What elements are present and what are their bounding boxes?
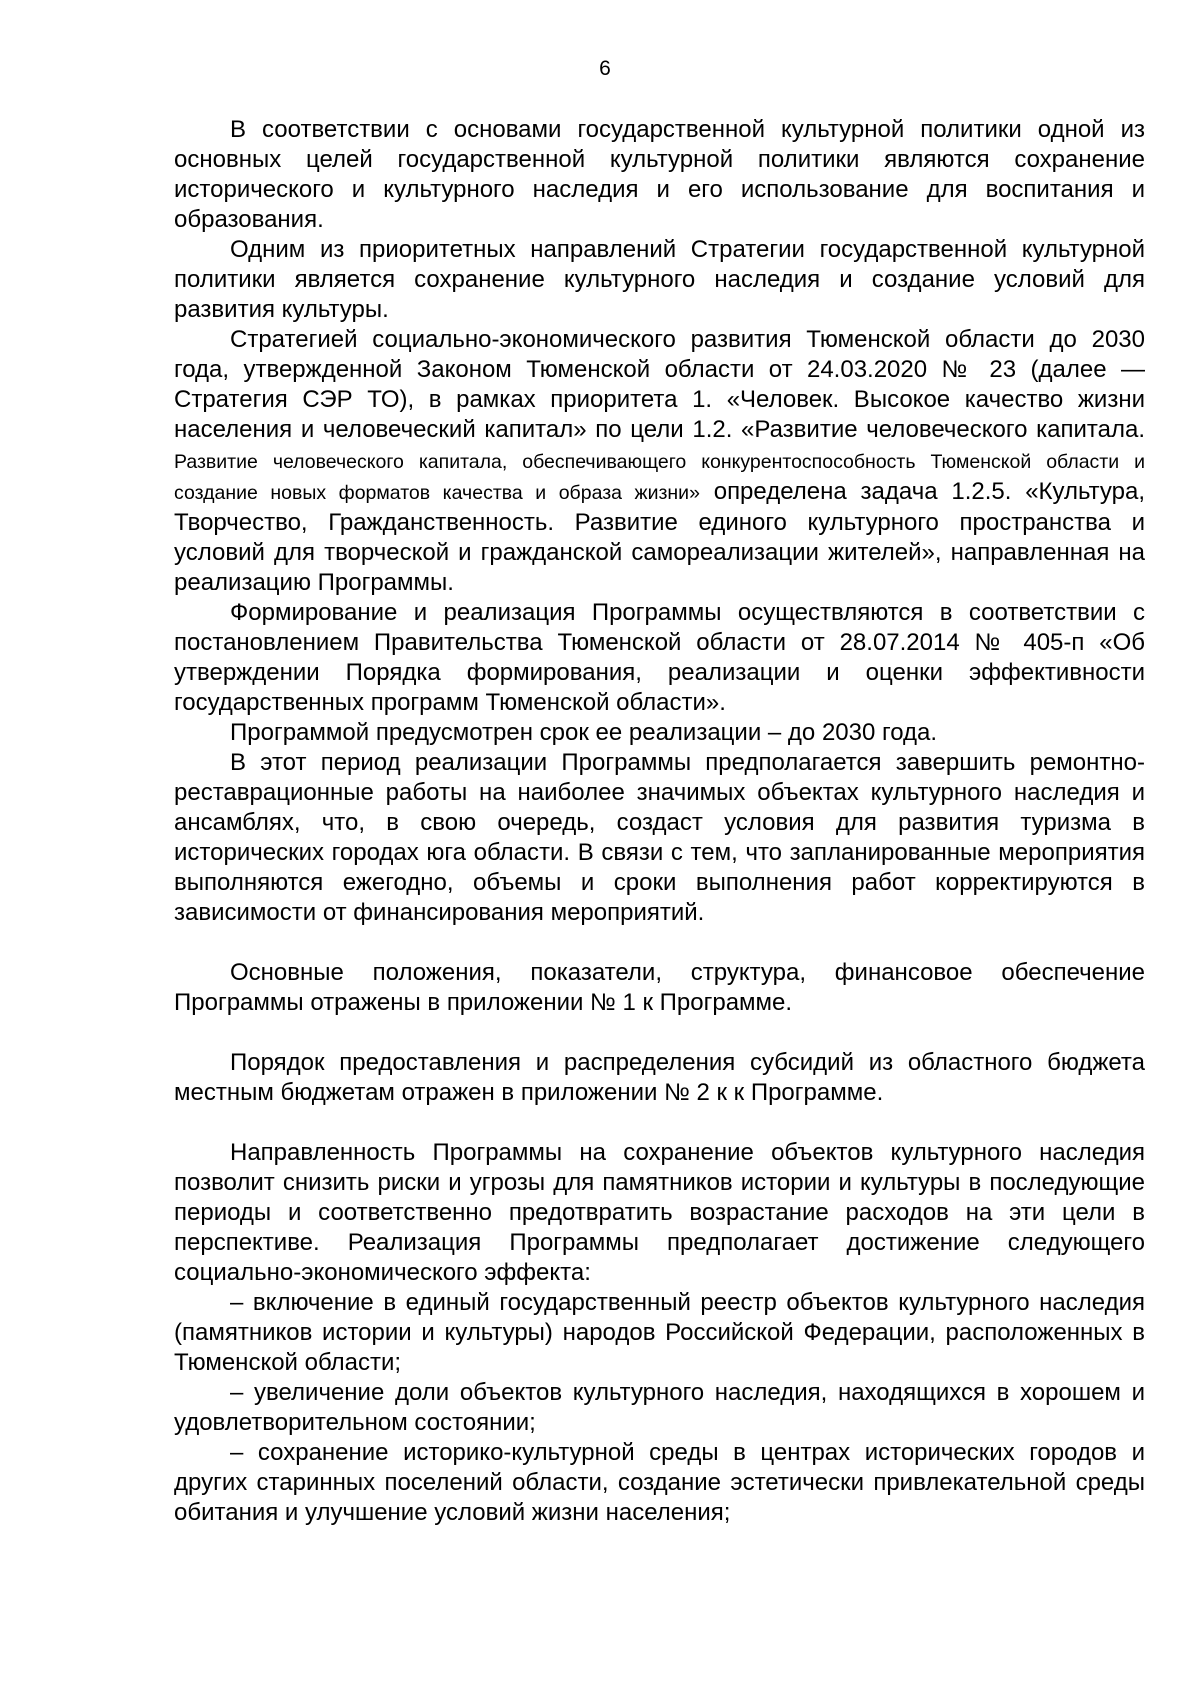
ser-strategy-text-task: определена задача 1.2.5. «Культура, Творчество, Гражданственность. Развитие единого культурного пространства и условий для творческой и гражданской самореализации жителей», направленная на реализацию Программы. <box>174 478 1145 596</box>
ser-strategy-text-main: Стратегией социально-экономического развития Тюменской области до 2030 года, утвержденной Законом Тюменской области от 24.03.2020 № 23 (далее — Стратегия СЭР ТО), в рамках приоритета 1. «Человек. Высокое качество жизни населения и человеческий капитал» по цели 1.2. «Развитие человеческого капитала. <box>174 326 1145 443</box>
paragraph-program-effect: Направленность Программы на сохранение объектов культурного наследия позволит снизить риски и угрозы для памятников истории и культуры в последующие периоды и соответственно предотвратить возрастание расходов на эти цели в перспективе. Реализация Программы предполагает достижение следующего социально-экономического эффекта: <box>174 1139 1145 1286</box>
paragraph-strategy-priority: Одним из приоритетных направлений Стратегии государственной культурной политики является сохранение культурного наследия и создание условий для развития культуры. <box>174 236 1145 323</box>
list-item-registry-inclusion: – включение в единый государственный реестр объектов культурного наследия (памятников истории и культуры) народов Российской Федерации, расположенных в Тюменской области; <box>174 1289 1145 1376</box>
paragraph-cultural-policy-goals: В соответствии с основами государственной культурной политики одной из основных целей государственной культурной политики являются сохранение исторического и культурного наследия и его использование для воспитания и образования. <box>174 116 1145 233</box>
page-number: 6 <box>599 57 611 80</box>
ser-strategy-text-small: Развитие человеческого капитала, обеспечивающего конкурентоспособность Тюменской области и создание новых форматов качества и образа жизни» <box>174 451 1145 504</box>
paragraph-appendix-1: Основные положения, показатели, структура, финансовое обеспечение Программы отражены в приложении № 1 к Программе. <box>174 959 1145 1016</box>
paragraph-program-term: Программой предусмотрен срок ее реализации – до 2030 года. <box>230 719 938 746</box>
paragraph-ser-strategy <box>174 325 1145 598</box>
paragraph-restoration-works: В этот период реализации Программы предполагается завершить ремонтно-реставрационные работы на наиболее значимых объектах культурного наследия и ансамблях, что, в свою очередь, создаст условия для развития туризма в исторических городах юга области. В связи с тем, что запланированные мероприятия выполняются ежегодно, объемы и сроки выполнения работ корректируются в зависимости от финансирования мероприятий. <box>174 749 1145 926</box>
document-body <box>174 115 1145 1528</box>
list-item-good-condition-share: – увеличение доли объектов культурного наследия, находящихся в хорошем и удовлетворительном состоянии; <box>174 1379 1145 1436</box>
paragraph-appendix-2: Порядок предоставления и распределения субсидий из областного бюджета местным бюджетам отражен в приложении № 2 к к Программе. <box>174 1049 1145 1106</box>
paragraph-program-formation: Формирование и реализация Программы осуществляются в соответствии с постановлением Правительства Тюменской области от 28.07.2014 № 405-п «Об утверждении Порядка формирования, реализации и оценки эффективности государственных программ Тюменской области». <box>174 599 1145 716</box>
list-item-historical-environment: – сохранение историко-культурной среды в центрах исторических городов и других старинных поселений области, создание эстетически привлекательной среды обитания и улучшение условий жизни населения; <box>174 1439 1145 1526</box>
